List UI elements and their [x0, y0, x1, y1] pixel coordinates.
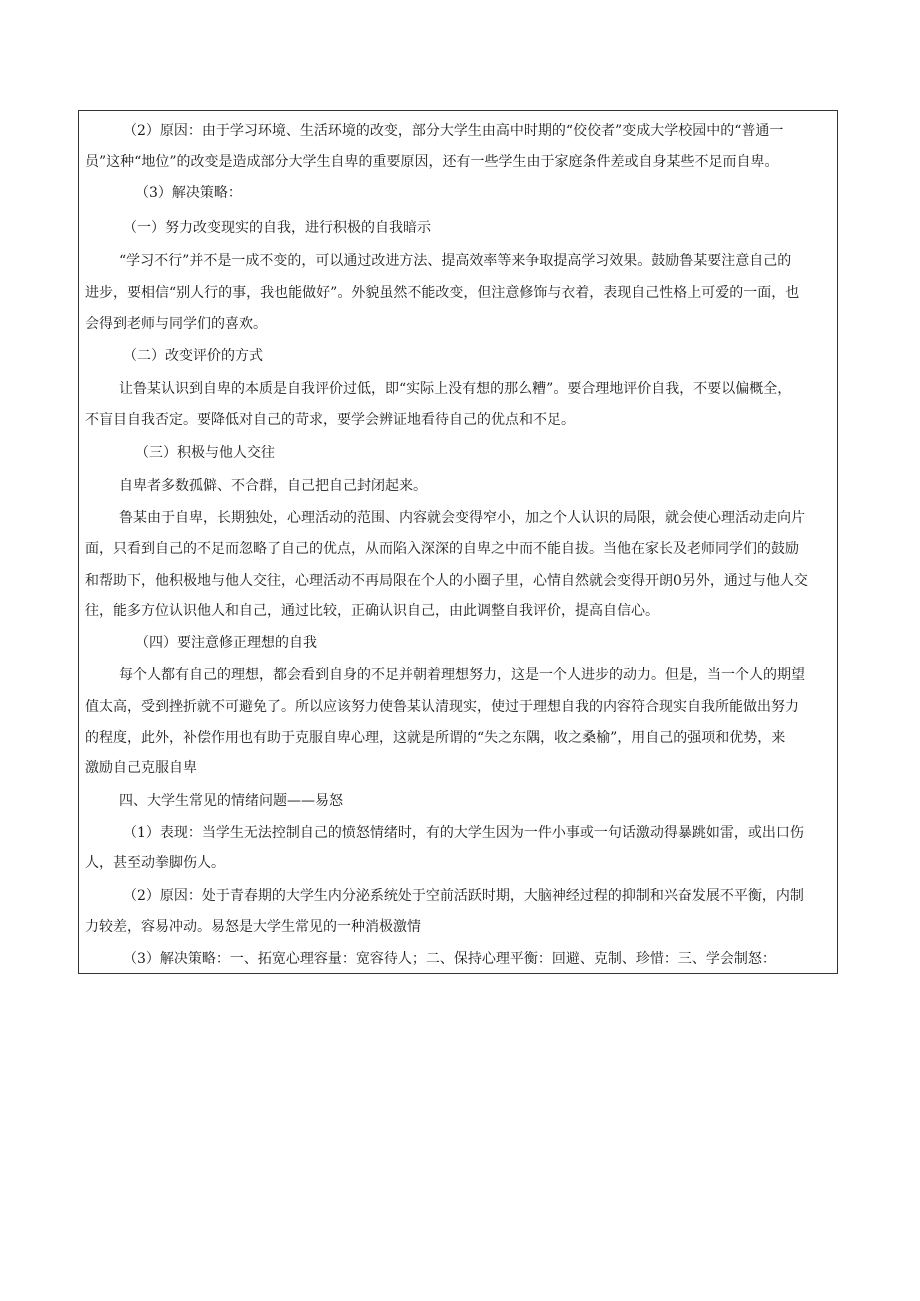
paragraph-line: （2）原因：处于青春期的大学生内分泌系统处于空前活跃时期，大脑神经过程的抑制和兴奋发展不平衡，内制 — [123, 888, 804, 904]
paragraph-line: 进步，要相信“别人行的事，我也能做好”。外貌虽然不能改变，但注意修饰与衣着，表现自己性格上可爱的一面，也 — [85, 285, 800, 301]
paragraph-line: 自卑者多数孤僻、不合群，自己把自己封闭起来。 — [119, 478, 427, 494]
paragraph-line: 力较差，容易冲动。易怒是大学生常见的一种消极激情 — [85, 919, 421, 935]
section-heading: 四、大学生常见的情绪问题——易怒 — [119, 793, 343, 809]
paragraph-line: 值太高，受到挫折就不可避免了。所以应该努力使鲁某认清现实，使过于理想自我的内容符合现实自我所能做出努力 — [85, 699, 799, 715]
paragraph-line: 每个人都有自己的理想，都会看到自身的不足并朝着理想努力，这是一个人进步的动力。但是，当一个人的期望 — [119, 667, 805, 683]
paragraph-line: 鲁某由于自卑，长期独处，心理活动的范围、内容就会变得窄小，加之个人认识的局限，就会使心理活动走向片 — [119, 510, 805, 526]
paragraph-line: 让鲁某认识到自卑的本质是自我评价过低，即“实际上没有想的那么糟”。要合理地评价自我，不要以偏概全， — [119, 381, 792, 397]
paragraph-line: 人，甚至动拳脚伤人。 — [85, 855, 225, 871]
paragraph-line: 会得到老师与同学们的喜欢。 — [85, 316, 267, 332]
paragraph-line: 面，只看到自己的不足而忽略了自己的优点，从而陷入深深的自卑之中而不能自拔。当他在家长及老师同学们的鼓励 — [85, 541, 799, 557]
section-heading: （四）要注意修正理想的自我 — [135, 635, 317, 651]
paragraph-line: （1）表现：当学生无法控制自己的愤怒情绪时，有的大学生因为一件小事或一句话激动得暴跳如雷，或出口伤 — [123, 825, 804, 841]
paragraph-line: （3）解决策略：一、拓宽心理容量：宽容待人；二、保持心理平衡：回避、克制、珍惜：三、学会制怒： — [123, 951, 776, 967]
section-heading: （一）努力改变现实的自我，进行积极的自我暗示 — [123, 220, 431, 236]
paragraph-line: 员”这种“地位”的改变是造成部分大学生自卑的重要原因，还有一些学生由于家庭条件差或自身某些不足而自卑。 — [85, 154, 779, 170]
paragraph-line: （3）解决策略： — [135, 185, 242, 201]
paragraph-line: “学习不行”并不是一成不变的，可以通过改进方法、提高效率等来争取提高学习效果。鼓励鲁某要注意自己的 — [119, 253, 792, 269]
paragraph-line: 和帮助下，他积极地与他人交往，心理活动不再局限在个人的小圈子里，心情自然就会变得开朗0另外，通过与他人交 — [85, 573, 808, 589]
section-heading: （二）改变评价的方式 — [123, 348, 263, 364]
paragraph-line: （2）原因：由于学习环境、生活环境的改变，部分大学生由高中时期的“佼佼者”变成大学校园中的“普通一 — [123, 123, 784, 139]
paragraph-line: 往，能多方位认识他人和自己，通过比较，正确认识自己，由此调整自我评价，提高自信心。 — [85, 603, 659, 619]
paragraph-line: 激励自己克服自卑 — [85, 760, 197, 776]
document-frame — [78, 110, 838, 974]
paragraph-line: 不盲目自我否定。要降低对自己的苛求，要学会辨证地看待自己的优点和不足。 — [85, 412, 575, 428]
section-heading: （三）积极与他人交往 — [135, 445, 275, 461]
paragraph-line: 的程度，此外，补偿作用也有助于克服自卑心理，这就是所谓的“失之东隅，收之桑榆”，用自己的强项和优势，来 — [85, 730, 786, 746]
